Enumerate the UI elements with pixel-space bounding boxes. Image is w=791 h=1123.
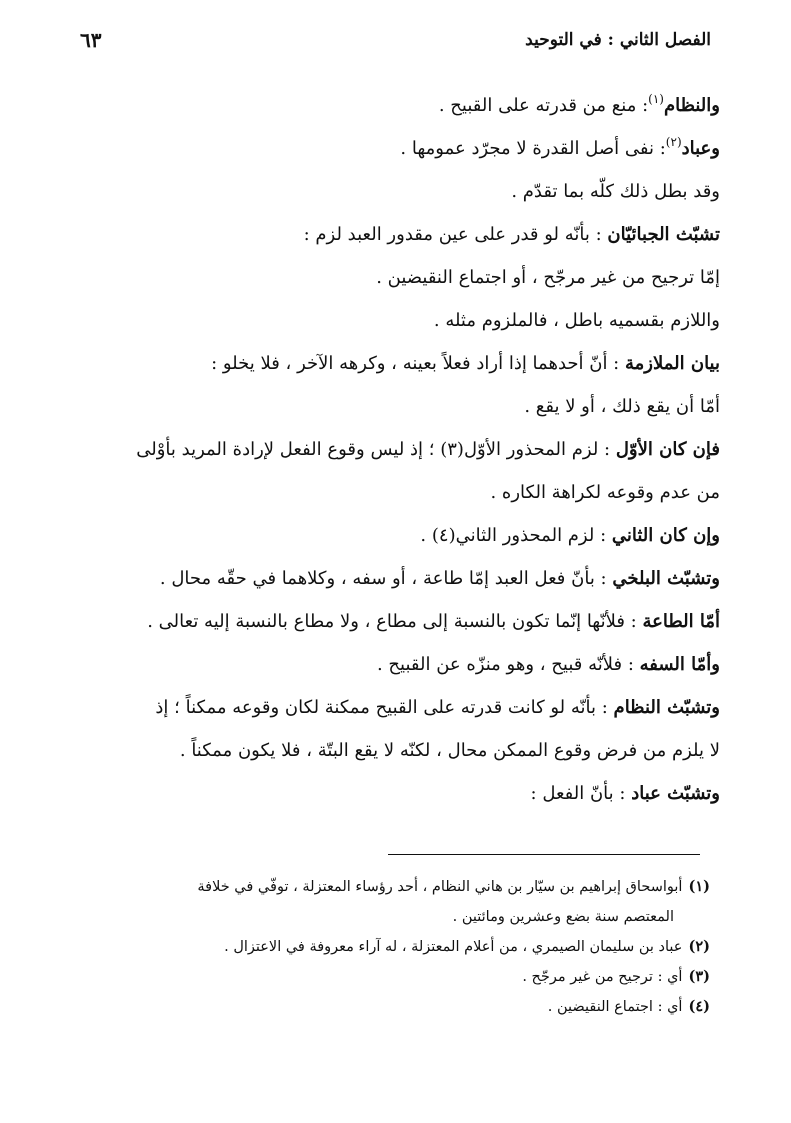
footnote-number: (٣) [688,968,710,985]
footnote [70,872,710,902]
term: وعباد [681,138,720,159]
footnotes [70,872,710,1022]
footnote-ref: (١) [648,92,664,106]
line-text: : منع من قدرته على القبيح . [438,95,649,116]
footnote-divider [388,854,700,855]
footnote-ref: (٢) [665,135,682,149]
text-line [70,557,720,600]
footnote-number: (٢) [688,938,710,955]
footnote-continuation: المعتصم سنة بضع وعشرين ومائتين . [452,909,674,925]
footnote [70,992,710,1022]
footnote-text: عباد بن سليمان الصيمري ، من أعلام المعتزلة ، له آراء معروفة في الاعتزال . [224,939,683,955]
text-line [70,428,720,471]
running-header: الفصل الثاني : في التوحيد [525,30,711,50]
footnote [70,932,710,962]
text-line [70,772,720,815]
line-text: : نفى أصل القدرة لا مجرّد عمومها . [400,138,666,159]
line-text: إمّا ترجيح من غير مرجّح ، أو اجتماع النقيضين . [376,267,720,288]
line-text: لا يلزم من فرض وقوع الممكن محال ، لكنّه لا يقع البتّة ، فلا يكون ممكناً . [179,740,720,761]
text-line [70,299,720,342]
line-text: أمّا أن يقع ذلك ، أو لا يقع . [524,396,720,417]
line-text: : أنّ أحدهما إذا أراد فعلاً بعينه ، وكرهه الآخر ، فلا يخلو : [211,353,625,374]
line-text: : بأنّه لو كانت قدرته على القبيح ممكنة لكان وقوعه ممكناً ؛ إذ [155,697,614,718]
term: فإن كان الأوّل [615,439,720,460]
term: والنظام [663,95,720,116]
text-line [70,170,720,213]
line-text: : لزم المحذور الأوّل(٣) ؛ إذ ليس وقوع الفعل لإرادة المريد بأوْلى [136,439,616,460]
line-text: : لزم المحذور الثاني(٤) . [420,525,612,546]
text-line [70,127,720,170]
text-line [70,385,720,428]
text-line [70,729,720,772]
text-line [70,213,720,256]
text-line [70,686,720,729]
term: وتشبّث عباد [631,783,720,804]
line-text: : فلأنّه قبيح ، وهو منزّه عن القبيح . [376,654,640,675]
text-line [70,643,720,686]
footnote-text: أبواسحاق إبراهيم بن سيّار بن هاني النظام ، أحد رؤساء المعتزلة ، توفّي في خلافة [197,879,683,895]
term: وإن كان الثاني [611,525,720,546]
text-line [70,471,720,514]
line-text: : بأنّه لو قدر على عين مقدور العبد لزم : [303,224,608,245]
term: وتشبّث النظام [613,697,720,718]
footnote-text: أي : اجتماع النقيضين . [547,999,683,1015]
footnote [70,962,710,992]
line-text: وقد بطل ذلك كلّه بما تقدّم . [511,181,720,202]
text-line [70,342,720,385]
footnote-number: (٤) [688,998,710,1015]
text-line [70,256,720,299]
footnote-text: أي : ترجيح من غير مرجّح . [522,969,683,985]
line-text: : فلأنّها إنّما تكون بالنسبة إلى مطاع ، ولا مطاع بالنسبة إليه تعالى . [147,611,643,632]
line-text: من عدم وقوعه لكراهة الكاره . [490,482,720,503]
page-number: ٦٣ [80,28,102,52]
line-text: : بأنّ فعل العبد إمّا طاعة ، أو سفه ، وكلاهما في حقّه محال . [159,568,613,589]
text-line [70,514,720,557]
line-text: واللازم بقسميه باطل ، فالملزوم مثله . [433,310,720,331]
main-text [70,84,720,815]
term: وأمّا السفه [639,654,720,675]
term: وتشبّث البلخي [612,568,720,589]
text-line [70,84,720,127]
term: بيان الملازمة [624,353,720,374]
line-text: : بأنّ الفعل : [530,783,632,804]
term: تشبّث الجبائيّان [607,224,720,245]
footnote-number: (١) [688,878,710,895]
term: أمّا الطاعة [642,611,720,632]
text-line [70,600,720,643]
